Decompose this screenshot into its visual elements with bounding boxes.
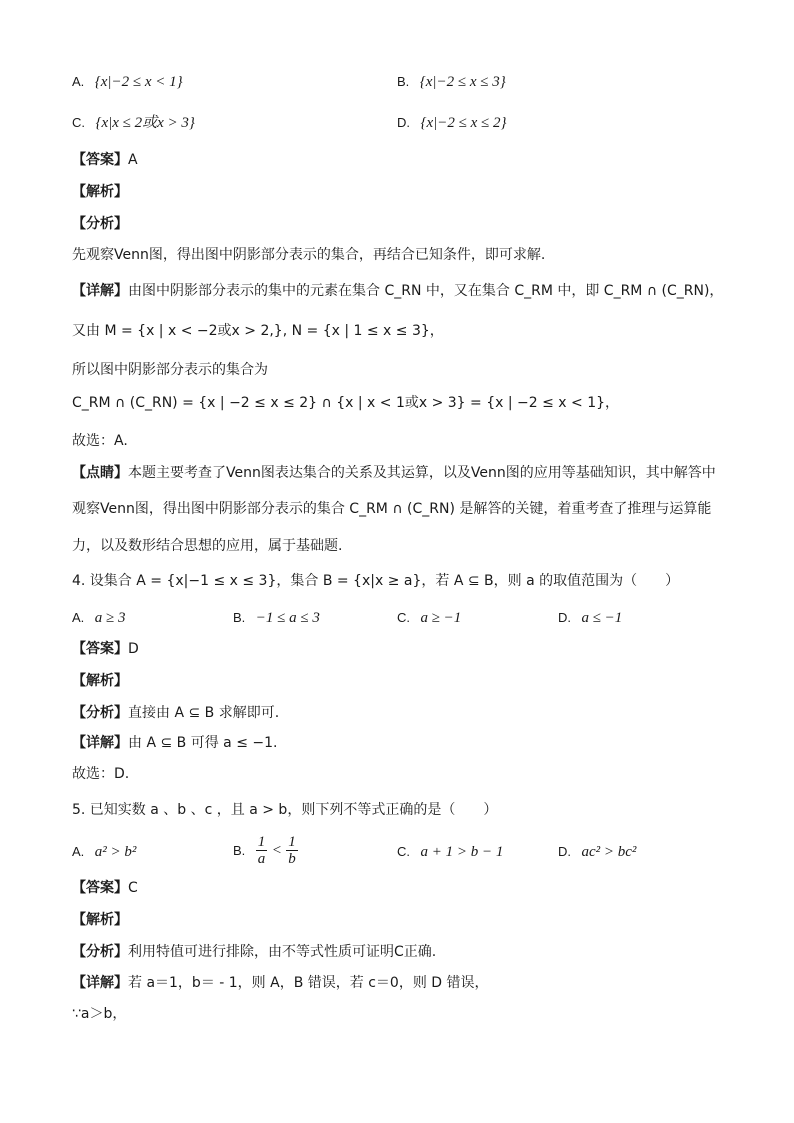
answer-value: A — [128, 152, 138, 168]
answer-tag: 【答案】 — [72, 880, 128, 896]
option-key: A. — [72, 610, 85, 625]
q5-option-b — [233, 834, 298, 867]
fraction-1-over-b — [286, 834, 298, 867]
option-text: a ≥ −1 — [420, 610, 462, 626]
q3-fenxi-heading — [72, 214, 128, 234]
option-text: {x|−2 ≤ x ≤ 3} — [419, 74, 506, 90]
q3-comment-line1 — [72, 463, 716, 483]
option-text: a ≥ 3 — [94, 610, 126, 626]
q3-option-b — [397, 72, 506, 92]
q4-option-a — [72, 608, 125, 628]
q4-option-b — [233, 608, 320, 628]
q3-answer — [72, 150, 138, 170]
q4-analysis-heading — [72, 671, 128, 691]
option-key: D. — [558, 610, 571, 625]
option-key: D. — [397, 115, 410, 130]
fenxi-tag: 【分析】 — [72, 705, 128, 721]
option-key: C. — [397, 844, 410, 859]
answer-tag: 【答案】 — [72, 152, 128, 168]
detail-text: 由图中阴影部分表示的集中的元素在集合 C_RN 中，又在集合 C_RM 中，即 C_RM ∩ (C_RN)， — [128, 283, 724, 299]
option-key: B. — [233, 610, 246, 625]
q3-comment-line3: 力，以及数形结合思想的应用，属于基础题. — [72, 538, 343, 554]
option-key: D. — [558, 844, 571, 859]
denominator: b — [288, 851, 296, 867]
numerator: 1 — [257, 834, 266, 850]
q4-option-c — [397, 608, 461, 628]
detail-text: 由 A ⊆ B 可得 a ≤ −1. — [128, 735, 278, 751]
less-than-sign: < — [271, 842, 282, 859]
option-key: C. — [397, 610, 410, 625]
option-key: B. — [233, 842, 246, 858]
q3-choose: 故选：A. — [72, 433, 128, 449]
analysis-tag: 【解析】 — [72, 184, 128, 200]
q5-fenxi — [72, 942, 436, 962]
fenxi-text: 直接由 A ⊆ B 求解即可. — [128, 705, 280, 721]
q5-option-c — [397, 842, 503, 862]
q5-stem: 5. 已知实数 a 、b 、c ，且 a > b，则下列不等式正确的是（ ） — [72, 802, 498, 818]
numerator: 1 — [288, 834, 296, 850]
q5-detail — [72, 973, 489, 993]
q3-option-a — [72, 72, 183, 92]
answer-tag: 【答案】 — [72, 641, 128, 657]
fraction-1-over-a — [256, 834, 268, 867]
q4-answer — [72, 639, 139, 659]
option-text: {x|−2 ≤ x ≤ 2} — [420, 115, 507, 131]
comment-tag: 【点睛】 — [72, 465, 128, 481]
answer-value: D — [128, 641, 139, 657]
q5-option-d — [558, 842, 636, 862]
q3-detail-line2: 又由 M = {x | x < −2或x > 2,}, N = {x | 1 ≤ x ≤ 3}， — [72, 323, 444, 339]
option-text: a ≤ −1 — [581, 610, 623, 626]
analysis-tag: 【解析】 — [72, 673, 128, 689]
q3-analysis-heading — [72, 182, 128, 202]
option-text: {x|−2 ≤ x < 1} — [94, 74, 183, 90]
detail-tag: 【详解】 — [72, 975, 128, 991]
answer-value: C — [128, 880, 138, 896]
q5-answer — [72, 878, 138, 898]
option-text: −1 ≤ a ≤ 3 — [255, 610, 320, 626]
option-key: B. — [397, 74, 410, 89]
q4-fenxi — [72, 703, 279, 723]
q5-analysis-heading — [72, 910, 128, 930]
detail-tag: 【详解】 — [72, 735, 128, 751]
q4-option-d — [558, 608, 622, 628]
option-text: ac² > bc² — [581, 844, 637, 860]
denominator: a — [257, 851, 266, 867]
q5-option-a — [72, 842, 136, 862]
detail-text: 若 a＝1，b＝ - 1，则 A，B 错误，若 c＝0，则 D 错误， — [128, 975, 489, 991]
q3-comment-line2: 观察Venn图，得出图中阴影部分表示的集合 C_RM ∩ (C_RN) 是解答的关键，着重考查了推理与运算能 — [72, 501, 712, 517]
q3-detail-line1 — [72, 281, 723, 301]
option-key: A. — [72, 844, 85, 859]
option-text: a² > b² — [94, 844, 137, 860]
option-key: C. — [72, 115, 85, 130]
fenxi-tag: 【分析】 — [72, 944, 128, 960]
fenxi-text: 利用特值可进行排除，由不等式性质可证明C正确. — [128, 944, 437, 960]
q4-choose: 故选：D. — [72, 766, 130, 782]
q3-fenxi-text: 先观察Venn图，得出图中阴影部分表示的集合，再结合已知条件，即可求解. — [72, 247, 546, 263]
q4-detail — [72, 733, 277, 753]
q5-last-line: ∵a＞b， — [72, 1006, 127, 1022]
comment-text: 本题主要考查了Venn图表达集合的关系及其运算，以及Venn图的应用等基础知识，其中解答中 — [128, 465, 716, 481]
fenxi-tag: 【分析】 — [72, 216, 128, 232]
q3-detail-line4: C_RM ∩ (C_RN) = {x | −2 ≤ x ≤ 2} ∩ {x | x < 1或x > 3} = {x | −2 ≤ x < 1}， — [72, 395, 620, 411]
option-text: {x|x ≤ 2或x > 3} — [95, 115, 195, 131]
option-key: A. — [72, 74, 85, 89]
q3-detail-line3: 所以图中阴影部分表示的集合为 — [72, 362, 268, 378]
q3-option-c — [72, 113, 195, 133]
analysis-tag: 【解析】 — [72, 912, 128, 928]
detail-tag: 【详解】 — [72, 283, 128, 299]
q3-option-d — [397, 113, 506, 133]
q4-stem: 4. 设集合 A = {x|−1 ≤ x ≤ 3}，集合 B = {x|x ≥ a}，若 A ⊆ B，则 a 的取值范围为（ ） — [72, 573, 680, 589]
option-text: a + 1 > b − 1 — [420, 844, 504, 860]
